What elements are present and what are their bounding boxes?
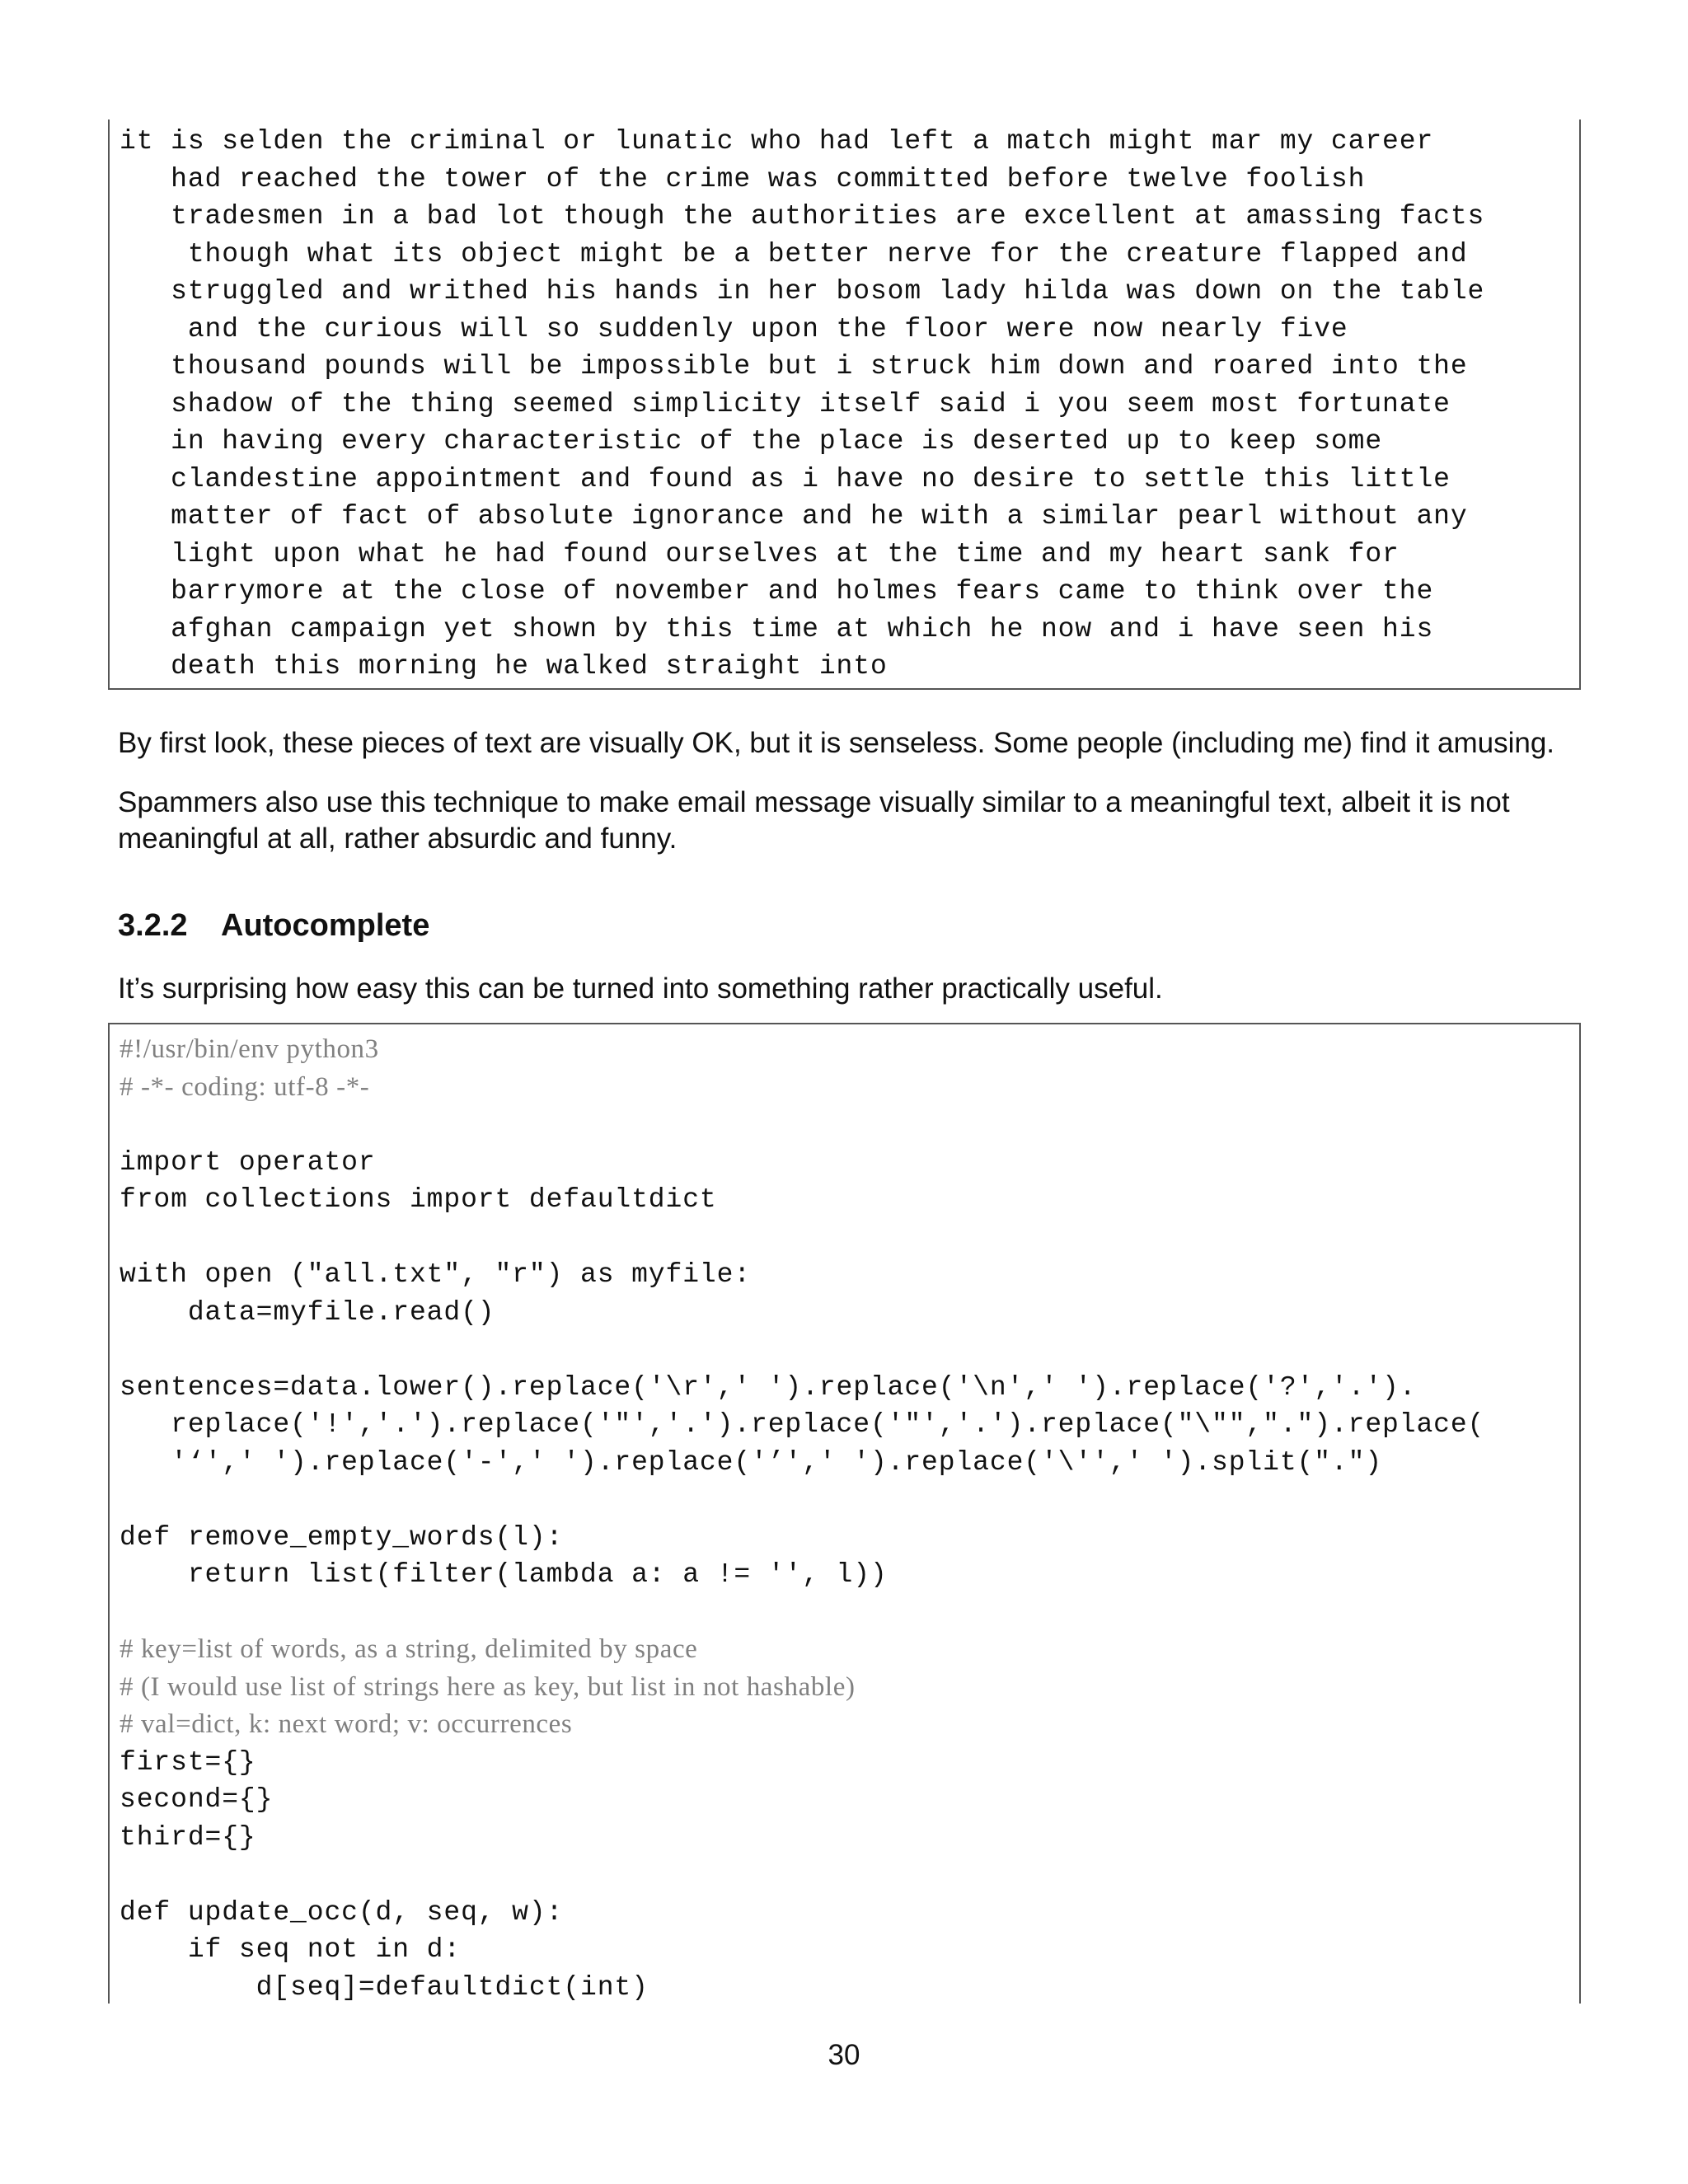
code-line: def update_occ(d, seq, w): (120, 1896, 564, 1928)
code-line (120, 1106, 1484, 1144)
gibberish-listing (108, 120, 1581, 690)
gibberish-line: clandestine appointment and found as i have no desire to settle this little (120, 463, 1451, 494)
code-line: first={} (120, 1746, 256, 1778)
gibberish-line: thousand pounds will be impossible but i struck him down and roared into the (120, 351, 1468, 382)
code-comment-line: # key=list of words, as a string, delimited by space (120, 1634, 698, 1664)
code-line: return list(filter(lambda a: a != '', l)) (120, 1559, 888, 1590)
gibberish-line: barrymore at the close of november and holmes fears came to think over the (120, 576, 1434, 607)
code-line: sentences=data.lower().replace('\r',' ').replace('\n',' ').replace('?','.'). (120, 1371, 1417, 1403)
code-comment-line: #!/usr/bin/env python3 (120, 1034, 379, 1064)
code-line (120, 1856, 1484, 1894)
code-comment-line: # (I would use list of strings here as key, but list in not hashable) (120, 1671, 856, 1702)
code-line: replace('!','.').replace('"','.').replace('"','.').replace("\"",".").replace( (120, 1409, 1485, 1440)
gibberish-listing-content (120, 123, 1484, 686)
gibberish-line: had reached the tower of the crime was committed before twelve foolish (120, 163, 1366, 194)
code-line: second={} (120, 1784, 274, 1815)
code-line: with open ("all.txt", "r") as myfile: (120, 1259, 752, 1290)
section-heading (118, 908, 429, 944)
gibberish-line: tradesmen in a bad lot though the authorities are excellent at amassing facts (120, 201, 1485, 232)
gibberish-line: it is selden the criminal or lunatic who had left a match might mar my career (120, 126, 1434, 157)
code-line: '‘',' ').replace('-',' ').replace('’',' ').replace('\'',' ').split(".") (120, 1446, 1383, 1478)
page-number: 30 (828, 2039, 860, 2071)
code-line: data=myfile.read() (120, 1296, 495, 1328)
gibberish-line: death this morning he walked straight into (120, 651, 888, 682)
code-comment-line: # -*- coding: utf-8 -*- (120, 1071, 370, 1102)
code-line: d[seq]=defaultdict(int) (120, 1971, 649, 2003)
paragraph-spammers: Spammers also use this technique to make email message visually similar to a meaningful text, albeit it is not meaningful at all, rather absurdic and funny. (118, 786, 1510, 855)
gibberish-line: shadow of the thing seemed simplicity itself said i you seem most fortunate (120, 388, 1451, 419)
code-line: third={} (120, 1821, 256, 1853)
python-code-listing (108, 1023, 1581, 2004)
gibberish-line: light upon what he had found ourselves at the time and my heart sank for (120, 538, 1400, 569)
gibberish-line: struggled and writhed his hands in her bosom lady hilda was down on the table (120, 276, 1485, 307)
gibberish-line: afghan campaign yet shown by this time at which he now and i have seen his (120, 613, 1434, 644)
section-number: 3.2.2 (118, 908, 188, 943)
code-line: from collections import defaultdict (120, 1184, 717, 1215)
gibberish-line: though what its object might be a better nerve for the creature flapped and (120, 238, 1468, 269)
gibberish-line: in having every characteristic of the place is deserted up to keep some (120, 426, 1383, 457)
paragraph-surprising: It’s surprising how easy this can be turned into something rather practically useful. (118, 972, 1163, 1005)
gibberish-line: and the curious will so suddenly upon the floor were now nearly five (120, 313, 1348, 344)
python-code-content (120, 1031, 1484, 2006)
code-line: def remove_empty_words(l): (120, 1521, 564, 1553)
code-line: import operator (120, 1146, 376, 1178)
code-line (120, 1219, 1484, 1257)
code-line: if seq not in d: (120, 1934, 462, 1965)
paragraph-senseless: By first look, these pieces of text are visually OK, but it is senseless. Some people (including me) find it amusing. (118, 727, 1555, 759)
gibberish-line: matter of fact of absolute ignorance and he with a similar pearl without any (120, 501, 1468, 532)
section-title: Autocomplete (221, 908, 430, 943)
code-line (120, 1594, 1484, 1632)
code-line (120, 1481, 1484, 1519)
code-line (120, 1331, 1484, 1369)
code-comment-line: # val=dict, k: next word; v: occurrences (120, 1709, 573, 1739)
